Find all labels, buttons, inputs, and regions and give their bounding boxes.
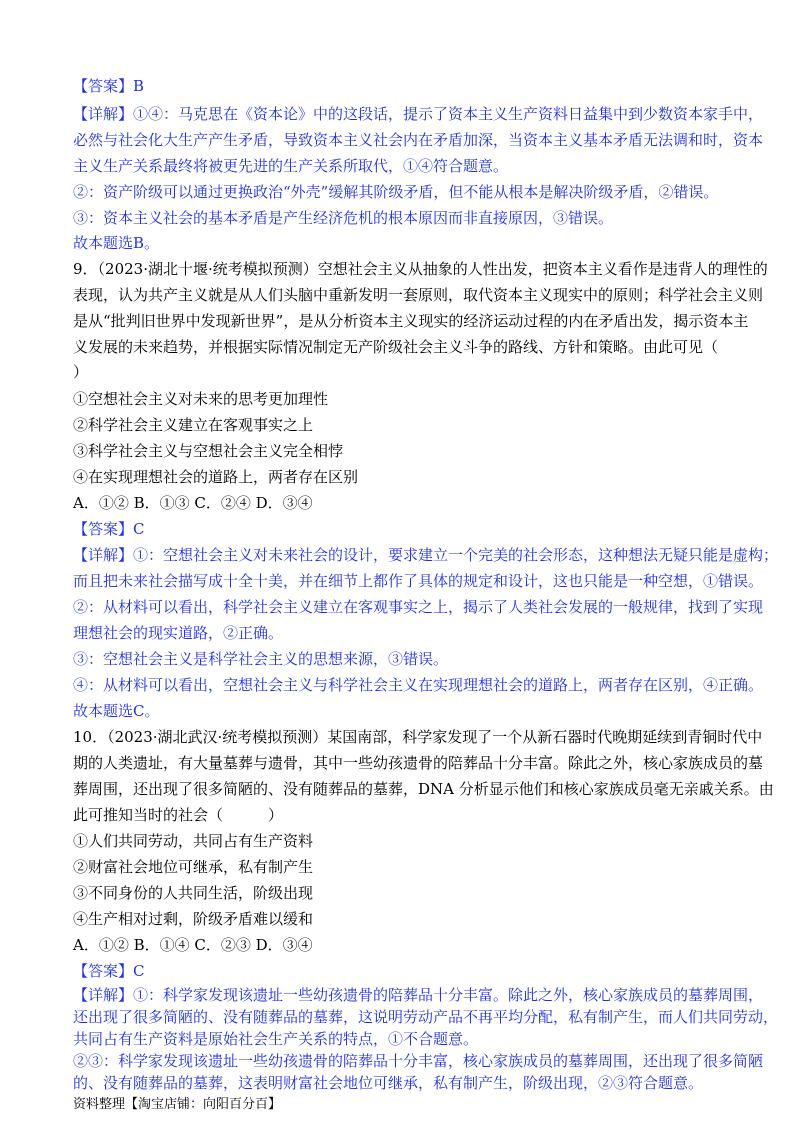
- q9-detail-line: ②：从材料可以看出，科学社会主义建立在客观事实之上，揭示了人类社会发展的一般规律，找到了实现: [73, 598, 764, 616]
- q9-option: ②科学社会主义建立在客观事实之上: [73, 416, 314, 434]
- q9-option: ①空想社会主义对未来的思考更加理性: [73, 390, 329, 408]
- q9-detail-line: ④：从材料可以看出，空想社会主义与科学社会主义在实现理想社会的道路上，两者存在区别，④正确。: [73, 676, 764, 694]
- q9-answer: 【答案】C: [73, 520, 145, 538]
- page-footer: 资料整理【淘宝店铺：向阳百分百】: [73, 1097, 282, 1112]
- q10-choices: A．①② B．①④ C．②③ D．③④: [73, 936, 313, 954]
- q10-stem-line: 期的人类遗址，有大量墓葬与遗骨，其中一些幼孩遗骨的陪葬品十分丰富。除此之外，核心家族成员的墓: [73, 754, 764, 772]
- q10-stem-line: 此可推知当时的社会（ ）: [73, 806, 284, 824]
- q10-option: ②财富社会地位可继承，私有制产生: [73, 858, 314, 876]
- q9-choices: A．①② B．①③ C．②④ D．③④: [73, 494, 313, 512]
- q9-stem-line: 义发展的未来趋势，并根据实际情况制定无产阶级社会主义斗争的路线、方针和策略。由此可见（: [73, 338, 719, 356]
- q9-option: ③科学社会主义与空想社会主义完全相悖: [73, 442, 344, 460]
- q8-answer: 【答案】B: [73, 77, 145, 95]
- q9-detail-line: 【详解】①：空想社会主义对未来社会的设计，要求建立一个完美的社会形态，这种想法无疑只能是虚构；: [73, 546, 779, 564]
- q8-detail-line: 主义生产关系最终将被更先进的生产关系所取代，①④符合题意。: [73, 157, 509, 175]
- q9-stem-line: ）: [73, 363, 89, 381]
- q9-stem-line: 是从“批判旧世界中发现新世界”，是从分析资本主义现实的经济运动过程的内在矛盾出发，揭示资本主: [73, 312, 749, 330]
- q10-answer: 【答案】C: [73, 962, 145, 980]
- q10-detail-line: 还出现了很多简陋的、没有随葬品的墓葬，这说明劳动产品不再平均分配，私有制产生，而人们共同劳动，: [73, 1008, 779, 1026]
- q8-detail-line: 【详解】①④：马克思在《资本论》中的这段话，提示了资本主义生产资料日益集中到少数资本家手中，: [73, 105, 764, 123]
- q10-detail-line: 的、没有随葬品的墓葬，这表明财富社会地位可继承，私有制产生，阶级出现，②③符合题意。: [73, 1074, 704, 1092]
- q10-detail-line: 【详解】①：科学家发现该遗址一些幼孩遗骨的陪葬品十分丰富。除此之外，核心家族成员的墓葬周围，: [73, 986, 764, 1004]
- q9-detail-line: 故本题选C。: [73, 702, 160, 720]
- q9-detail-line: ③：空想社会主义是科学社会主义的思想来源，③错误。: [73, 650, 449, 668]
- q10-stem-line: 10．（2023·湖北武汉·统考模拟预测）某国南部，科学家发现了一个从新石器时代晚期延续到青铜时代中: [73, 728, 763, 746]
- q8-detail-line: 故本题选B。: [73, 234, 160, 252]
- q9-option: ④在实现理想社会的道路上，两者存在区别: [73, 468, 359, 486]
- q8-detail-line: ②：资产阶级可以通过更换政治“外壳”缓解其阶级矛盾，但不能从根本是解决阶级矛盾，②错误。: [73, 183, 719, 201]
- q8-detail-line: ③：资本主义社会的基本矛盾是产生经济危机的根本原因而非直接原因，③错误。: [73, 209, 614, 227]
- q9-stem-line: 表现，认为共产主义就是从人们头脑中重新发明一套原则，取代资本主义现实中的原则；科学社会主义则: [73, 286, 764, 304]
- q10-option: ①人们共同劳动，共同占有生产资料: [73, 832, 314, 850]
- q9-detail-line: 而且把未来社会描写成十全十美，并在细节上都作了具体的规定和设计，这也只能是一种空想，①错误。: [73, 572, 764, 590]
- q8-detail-line: 必然与社会化大生产产生矛盾，导致资本主义社会内在矛盾加深，当资本主义基本矛盾无法调和时，资本: [73, 131, 764, 149]
- q9-stem-line: 9．（2023·湖北十堰·统考模拟预测）空想社会主义从抽象的人性出发，把资本主义看作是违背人的理性的: [73, 260, 768, 278]
- q10-option: ④生产相对过剩，阶级矛盾难以缓和: [73, 910, 314, 928]
- q10-stem-line: 葬周围，还出现了很多简陋的、没有随葬品的墓葬，DNA 分析显示他们和核心家族成员毫无亲戚关系。由: [73, 780, 774, 798]
- q10-detail-line: ②③：科学家发现该遗址一些幼孩遗骨的陪葬品十分丰富，核心家族成员的墓葬周围，还出现了很多简陋: [73, 1052, 764, 1070]
- q10-detail-line: 共同占有生产资料是原始社会生产关系的特点，①不合题意。: [73, 1030, 479, 1048]
- q9-detail-line: 理想社会的现实道路，②正确。: [73, 624, 284, 642]
- q10-option: ③不同身份的人共同生活，阶级出现: [73, 884, 314, 902]
